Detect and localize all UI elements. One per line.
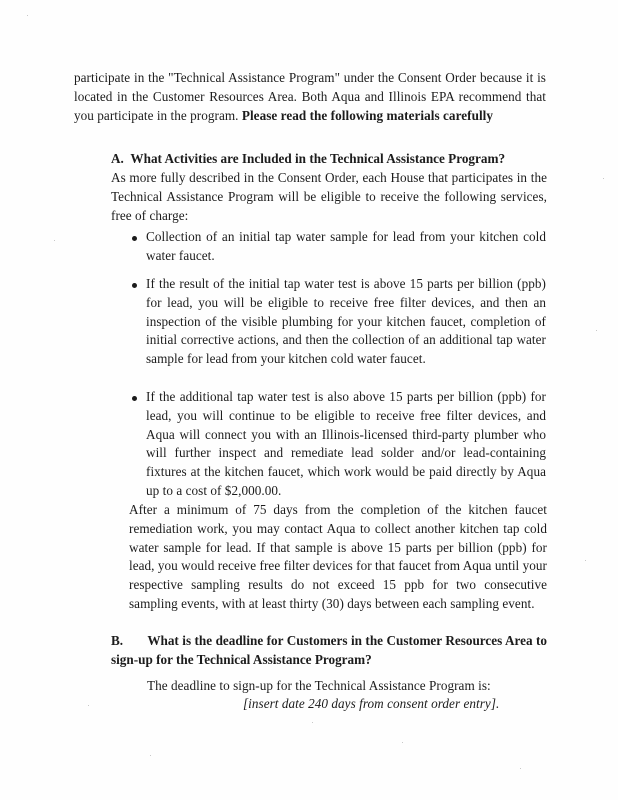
section-b-heading [111,632,547,670]
section-a-title: What Activities are Included in the Technical Assistance Program? [130,151,506,166]
scan-speck [596,330,597,331]
bullet-item-3: If the additional tap water test is also above 15 parts per billion (ppb) for lead, you will continue to be eligible to receive free filter devices, and Aqua will connect you with an Illinois-licensed third-party plumber who will further inspect and remediate lead solder and/or lead-containing fixtures at the kitchen faucet, which work would be paid directly by Aqua up to a cost of $2,000.00. [146,389,546,498]
scan-speck [312,722,313,723]
section-a-paragraph: As more fully described in the Consent Order, each House that participates in the Technical Assistance Program will be eligible to receive the following services, free of charge: [111,170,547,223]
intro-emphasis: Please read the following materials carefully [241,107,494,123]
scan-speck [585,560,586,561]
scan-speck [520,768,521,769]
scan-speck [54,240,55,241]
deadline-placeholder: [insert date 240 days from consent order entry]. [243,696,500,711]
scan-speck [402,742,403,743]
section-b-label: B. [111,633,124,648]
section-a-heading [111,150,551,169]
intro-paragraph [74,69,546,125]
scan-speck [88,705,89,706]
intro-text: participate in the "Technical Assistance Program" under the Consent Order because it is located in the Customer Resources Area. Both Aqua and Illinois EPA recommend that you participate in the program. [74,70,546,123]
section-b-paragraph: The deadline to sign-up for the Technical Assistance Program is: [147,678,491,693]
section-a-label: A. [111,151,124,166]
bullet-item-1: Collection of an initial tap water sample for lead from your kitchen cold water faucet. [146,229,546,263]
bullet-item-2: If the result of the initial tap water test is above 15 parts per billion (ppb) for lead, you will be eligible to receive free filter devices, and then an inspection of the visible plumbing for your kitchen faucet, completion of initial corrective actions, and then the collection of an additional tap water sample for lead from your kitchen cold water faucet. [146,276,546,367]
scan-speck [150,755,151,756]
section-b-title: What is the deadline for Customers in the Customer Resources Area to sign-up for the Technical Assistance Program? [111,633,548,667]
bullet-dot [132,283,137,288]
bullet-dot [132,396,137,401]
section-a-followup: After a minimum of 75 days from the completion of the kitchen faucet remediation work, you may contact Aqua to collect another kitchen tap cold water sample for lead. If that sample is above 15 parts per billion (ppb) for lead, you would receive free filter devices for that faucet from Aqua until your respective sampling results do not exceed 15 ppb for two consecutive sampling events, with at least thirty (30) days between each sampling event. [129,502,547,611]
scan-speck [27,15,28,16]
bullet-dot [132,236,137,241]
scan-speck [603,178,604,179]
